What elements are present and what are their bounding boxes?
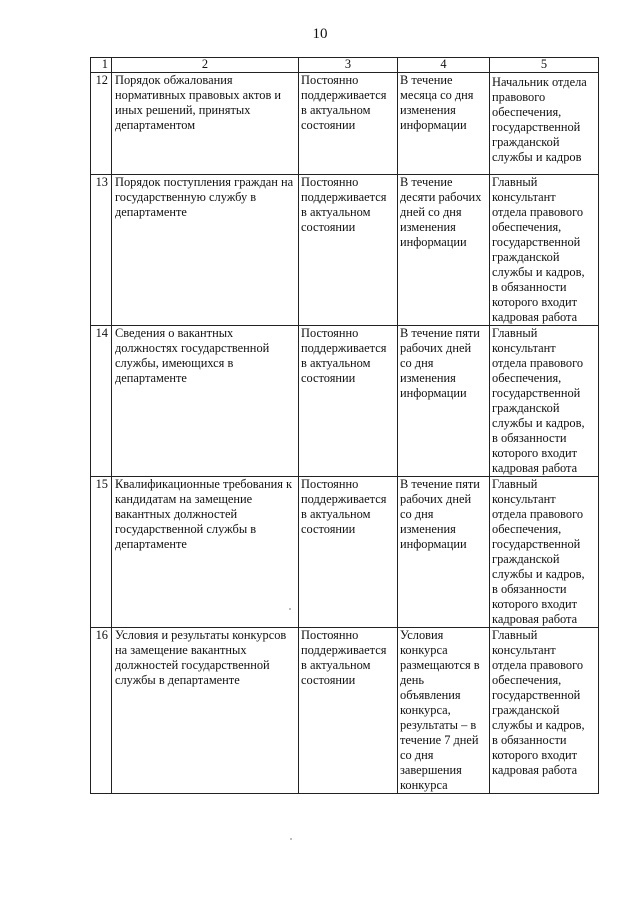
table-row [91,628,599,794]
row-number: 15 [91,477,112,628]
scan-speck [290,838,292,840]
row-item: Сведения о вакантных должностях государственной службы, имеющихся в департаменте [115,326,270,385]
header-cell: 1 [91,58,112,73]
table-row [91,73,599,175]
row-deadline: В течение десяти рабочих дней со дня изменения информации [400,175,482,249]
row-deadline: В течение пяти рабочих дней со дня изменения информации [400,477,480,551]
table-row [91,326,599,477]
row-item: Квалификационные требования к кандидатам на замещение вакантных должностей государственной службы в департаменте [115,477,293,551]
row-frequency: Постоянно поддерживается в актуальном состоянии [301,175,387,234]
row-frequency: Постоянно поддерживается в актуальном состоянии [301,628,387,687]
header-cell: 3 [299,58,398,73]
row-number: 14 [91,326,112,477]
row-deadline: В течение месяца со дня изменения информации [400,73,474,132]
row-responsible: Начальник отдела правового обеспечения, государственной гражданской службы и кадров [492,75,587,164]
row-item: Условия и результаты конкурсов на замещение вакантных должностей государственной службы в департаменте [115,628,287,687]
row-responsible: Главный консультант отдела правового обеспечения, государственной гражданской службы и кадров, в обязанности которого входит кадровая работа [492,175,585,324]
row-number: 12 [91,73,112,175]
page-number: 10 [312,26,328,42]
table-header-row [91,58,599,73]
header-cell: 2 [112,58,299,73]
row-item: Порядок поступления граждан на государственную службу в департаменте [115,175,294,219]
row-deadline: Условия конкурса размещаются в день объявления конкурса, результаты – в течение 7 дней со дня завершения конкурса [400,628,480,792]
table-row [91,477,599,628]
row-responsible: Главный консультант отдела правового обеспечения, государственной гражданской службы и кадров, в обязанности которого входит кадровая работа [492,326,585,475]
header-cell: 5 [490,58,599,73]
row-number: 16 [91,628,112,794]
row-frequency: Постоянно поддерживается в актуальном состоянии [301,326,387,385]
document-table [90,57,599,794]
header-cell: 4 [398,58,490,73]
row-deadline: В течение пяти рабочих дней со дня изменения информации [400,326,480,400]
row-responsible: Главный консультант отдела правового обеспечения, государственной гражданской службы и кадров, в обязанности которого входит кадровая работа [492,628,585,777]
row-item: Порядок обжалования нормативных правовых актов и иных решений, принятых департаментом [115,73,282,132]
row-number: 13 [91,175,112,326]
table-row [91,175,599,326]
row-responsible: Главный консультант отдела правового обеспечения, государственной гражданской службы и кадров, в обязанности которого входит кадровая работа [492,477,585,626]
row-frequency: Постоянно поддерживается в актуальном состоянии [301,477,387,536]
row-frequency: Постоянно поддерживается в актуальном состоянии [301,73,387,132]
scan-speck [289,608,291,610]
